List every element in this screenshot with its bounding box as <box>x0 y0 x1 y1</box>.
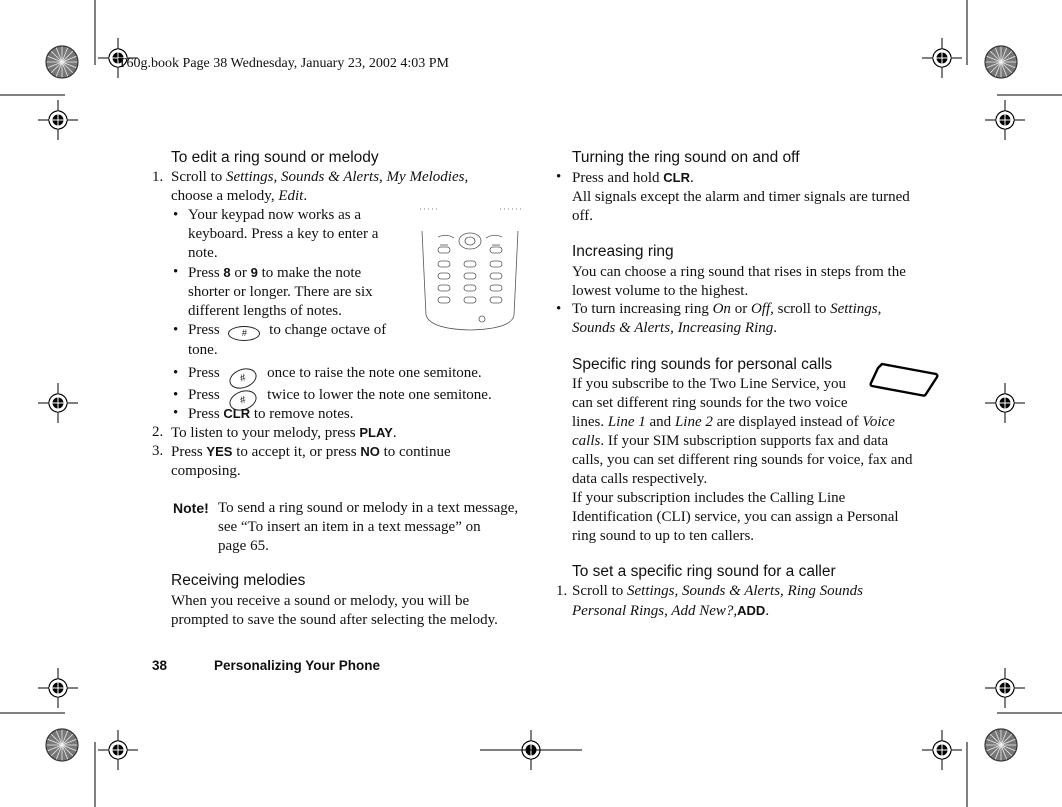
caller-step-text: Scroll to Settings, Sounds & Alerts, Ring Sounds Personal Rings, Add New?,ADD. <box>572 583 863 619</box>
hash-key-icon: # <box>228 326 260 341</box>
bullet: • <box>173 322 179 338</box>
bullet: • <box>556 169 562 185</box>
increasing-ring-bullet-text: To turn increasing ring On or Off, scroll to Settings, Sounds & Alerts, Increasing Ring. <box>572 301 882 336</box>
bullet-note-length-text: Press 8 or 9 to make the note shorter or longer. There are six different lengths of notes. <box>188 265 373 319</box>
book-header: T60g.book Page 38 Wednesday, January 23, 2002 4:03 PM <box>118 56 449 71</box>
receiving-melodies-text: When you receive a sound or melody, you will be prompted to save the sound after selecting the melody. <box>171 593 498 628</box>
step-1-line-2: choose a melody, Edit. <box>171 188 308 204</box>
step-3-number: 3. <box>152 443 164 459</box>
bullet: • <box>173 207 179 223</box>
heading-ring-on-off: Turning the ring sound on and off <box>572 149 800 166</box>
star-key-icon: # <box>227 387 260 414</box>
step-3-text: Press YES to accept it, or press NO to continue composing. <box>171 444 451 479</box>
step-1-number: 1. <box>152 169 164 185</box>
heading-receiving-melodies: Receiving melodies <box>171 572 306 589</box>
bullet-raise-semitone-text: Press # once to raise the note one semitone. <box>188 364 482 388</box>
heading-edit-ring-sound: To edit a ring sound or melody <box>171 149 379 166</box>
bullet: • <box>173 405 179 421</box>
bullet-clr-text: Press CLR to remove notes. <box>188 406 354 422</box>
chapter-title: Personalizing Your Phone <box>214 658 381 673</box>
ring-on-off-text: Press and hold CLR. All signals except the alarm and timer signals are turned off. <box>572 170 910 224</box>
caller-step-number: 1. <box>556 583 568 599</box>
increasing-ring-text: You can choose a ring sound that rises in steps from the lowest volume to the highest. <box>572 264 906 299</box>
bullet: • <box>173 264 179 280</box>
bullet-keypad-text: Your keypad now works as a keyboard. Press a key to enter a note. <box>188 207 379 261</box>
step-2-number: 2. <box>152 424 164 440</box>
bullet-lower-semitone-text: Press # twice to lower the note one semitone. <box>188 386 492 410</box>
bullet: • <box>173 365 179 381</box>
heading-ring-for-caller: To set a specific ring sound for a caller <box>572 563 836 580</box>
bullet: • <box>173 387 179 403</box>
specific-ring-sounds-text: If you subscribe to the Two Line Service, you can set different ring sounds for the two voice lines. Line 1 and Line 2 are displayed instead of Voice calls. If your SIM subscription supports fax and data calls, you can set different ring sounds for voice, fax and data calls respectively. If your subscription includes the Calling Line Identification (CLI) service, you can assign a Personal ring sound to up to ten callers. <box>572 376 913 544</box>
heading-specific-ring-sounds: Specific ring sounds for personal calls <box>572 356 833 373</box>
phone-keypad-illustration <box>416 205 524 335</box>
note-text: To send a ring sound or melody in a text message, see “To insert an item in a text message” on page 65. <box>218 500 519 554</box>
step-1-text: Scroll to Settings, Sounds & Alerts, My Melodies, <box>171 169 469 185</box>
page-number: 38 <box>152 658 168 673</box>
note-label: Note! <box>173 500 209 516</box>
bullet: • <box>556 301 562 317</box>
heading-increasing-ring: Increasing ring <box>572 243 674 260</box>
star-key-icon: # <box>227 365 260 392</box>
step-2-text: To listen to your melody, press PLAY. <box>171 425 397 441</box>
bullet-octave-text: Press # to change octave of tone. <box>188 322 387 358</box>
